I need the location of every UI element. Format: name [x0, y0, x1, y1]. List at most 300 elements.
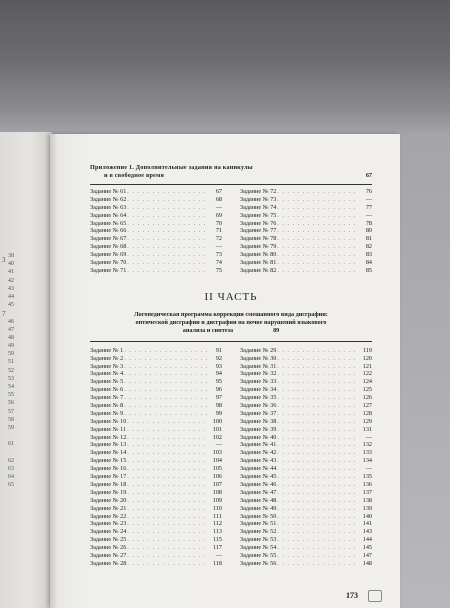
leader-dots [277, 363, 359, 371]
toc-entry-page: 113 [212, 528, 222, 536]
toc-entry-page: 127 [362, 402, 372, 410]
appendix-title-line1: Приложение 1. Дополнительные задания на каникулы [90, 164, 253, 171]
toc-entry-label: Задание № 61 [90, 188, 127, 195]
toc-entry-label: Задание № 8 [90, 402, 124, 410]
leader-dots [124, 347, 209, 355]
toc-entry [240, 251, 372, 259]
toc-entry-page: 80 [365, 227, 372, 235]
toc-entry [240, 259, 372, 267]
facing-page-number [0, 309, 14, 317]
toc-entry [240, 481, 372, 489]
toc-entry-label: Задание № 18 [90, 480, 127, 488]
facing-page-number [0, 432, 14, 440]
toc-entry-label: Задание № 17 [90, 473, 127, 481]
toc-entry [240, 497, 372, 505]
toc-entry-label: Задание № 42 [240, 449, 277, 457]
toc-entry-page: 68 [215, 195, 222, 203]
toc-entry-page: 140 [362, 512, 372, 520]
toc-entry-label: Задание № 33 [240, 378, 277, 386]
toc-entry-page: 101 [212, 425, 222, 433]
leader-dots [127, 188, 209, 196]
facing-page-number: 48 [8, 334, 14, 341]
toc-entry [240, 267, 372, 275]
toc-entry-label: Задание № 13 [90, 441, 127, 449]
leader-dots [124, 370, 209, 378]
toc-entry [240, 536, 372, 544]
toc-entry [240, 227, 372, 235]
facing-page-number: 58 [8, 416, 14, 423]
toc-entry-page: — [365, 465, 372, 473]
toc-entry [90, 355, 222, 363]
toc-entry-page: 75 [215, 266, 222, 274]
leader-dots [277, 394, 359, 402]
toc-entry-label: Задание № 72 [240, 188, 277, 195]
toc-entry-label: Задание № 10 [90, 417, 127, 425]
toc-entry-label: Задание № 23 [90, 520, 127, 528]
appendix-column-right [240, 188, 372, 275]
toc-entry-page: 85 [365, 266, 372, 274]
leader-dots [277, 227, 359, 235]
toc-entry-page: 67 [215, 188, 222, 195]
toc-entry [90, 402, 222, 410]
toc-entry-page: 110 [212, 504, 222, 512]
toc-entry-page: 103 [212, 449, 222, 457]
toc-entry [90, 449, 222, 457]
leader-dots [127, 552, 209, 560]
toc-entry-page: 69 [215, 211, 222, 219]
toc-entry-page: 92 [215, 354, 222, 362]
toc-entry [90, 204, 222, 212]
toc-entry-label: Задание № 45 [240, 473, 277, 481]
facing-page-number: 52 [8, 367, 14, 374]
toc-entry-label: Задание № 74 [240, 203, 277, 211]
toc-entry-label: Задание № 53 [240, 536, 277, 544]
toc-entry-page: 109 [212, 496, 222, 504]
toc-entry [240, 426, 372, 434]
toc-entry [90, 473, 222, 481]
toc-entry-label: Задание № 15 [90, 457, 127, 465]
leader-dots [127, 449, 209, 457]
leader-dots [127, 441, 209, 449]
leader-dots [277, 426, 359, 434]
toc-entry-page: 96 [215, 386, 222, 394]
toc-entry-page: 135 [362, 473, 372, 481]
toc-entry [240, 410, 372, 418]
toc-entry [90, 520, 222, 528]
leader-dots [277, 188, 359, 196]
divider [90, 184, 372, 185]
toc-entry [240, 552, 372, 560]
toc-entry [240, 465, 372, 473]
toc-entry [240, 520, 372, 528]
toc-entry-page: 125 [362, 386, 372, 394]
leader-dots [277, 434, 359, 442]
toc-entry-label: Задание № 32 [240, 370, 277, 378]
toc-entry [90, 441, 222, 449]
toc-entry-page: 73 [215, 251, 222, 259]
leader-dots [277, 243, 359, 251]
toc-entry [240, 449, 372, 457]
page-corner-icon [368, 590, 382, 602]
leader-dots [124, 402, 209, 410]
toc-entry [90, 212, 222, 220]
leader-dots [277, 267, 359, 275]
toc-entry [90, 418, 222, 426]
toc-entry-label: Задание № 62 [90, 195, 127, 203]
toc-entry-page: — [215, 441, 222, 449]
leader-dots [277, 235, 359, 243]
toc-entry-label: Задание № 46 [240, 480, 277, 488]
toc-entry-label: Задание № 29 [240, 346, 277, 354]
toc-entry [90, 426, 222, 434]
toc-entry-page: — [215, 203, 222, 211]
toc-entry-label: Задание № 65 [90, 219, 127, 227]
toc-entry-label: Задание № 12 [90, 433, 127, 441]
toc-entry [90, 434, 222, 442]
toc-entry-page: 78 [365, 219, 372, 227]
toc-entry-label: Задание № 34 [240, 386, 277, 394]
leader-dots [127, 528, 209, 536]
toc-entry [90, 378, 222, 386]
toc-entry-label: Задание № 28 [90, 559, 127, 567]
toc-entry-label: Задание № 41 [240, 441, 277, 449]
toc-entry-page: 136 [362, 480, 372, 488]
facing-page-number: 46 [8, 318, 14, 325]
leader-dots [127, 243, 209, 251]
toc-entry-page: 72 [215, 235, 222, 243]
leader-dots [277, 544, 359, 552]
leader-dots [277, 355, 359, 363]
toc-entry [240, 489, 372, 497]
toc-entry [240, 235, 372, 243]
toc-entry-page: 77 [365, 203, 372, 211]
toc-entry [90, 513, 222, 521]
leader-dots [127, 497, 209, 505]
facing-page [0, 132, 52, 608]
toc-entry-page: 97 [215, 394, 222, 402]
toc-entry-label: Задание № 73 [240, 195, 277, 203]
toc-entry-page: 82 [365, 243, 372, 251]
toc-entry-page: 71 [215, 227, 222, 235]
leader-dots [277, 259, 359, 267]
toc-entry-page: 121 [362, 362, 372, 370]
facing-page-number: 54 [8, 384, 14, 390]
facing-page-number: 47 [8, 326, 14, 333]
page-number: 173 [346, 591, 358, 600]
toc-entry-label: Задание № 38 [240, 417, 277, 425]
part2-entries [90, 347, 372, 568]
book-page [50, 134, 400, 608]
toc-entry-label: Задание № 31 [240, 362, 277, 370]
toc-entry [90, 394, 222, 402]
toc-entry-label: Задание № 3 [90, 362, 124, 370]
toc-entry-label: Задание № 78 [240, 235, 277, 243]
toc-entry [240, 528, 372, 536]
toc-entry [240, 243, 372, 251]
leader-dots [277, 457, 359, 465]
leader-dots [277, 473, 359, 481]
leader-dots [124, 363, 209, 371]
toc-entry [90, 235, 222, 243]
toc-entry-label: Задание № 81 [240, 259, 277, 267]
toc-entry [240, 544, 372, 552]
toc-entry-label: Задание № 52 [240, 528, 277, 536]
divider [90, 341, 372, 342]
toc-entry-label: Задание № 68 [90, 243, 127, 251]
toc-entry-label: Задание № 76 [240, 219, 277, 227]
toc-entry-page: 137 [362, 488, 372, 496]
leader-dots [124, 378, 209, 386]
leader-dots [127, 560, 209, 568]
toc-entry-page: 74 [215, 259, 222, 267]
toc-entry-label: Задание № 14 [90, 449, 127, 457]
leader-dots [127, 426, 209, 434]
leader-dots [277, 465, 359, 473]
facing-page-number: 40 [8, 261, 14, 268]
appendix-heading [90, 164, 372, 180]
leader-dots [277, 481, 359, 489]
toc-entry [90, 220, 222, 228]
toc-entry-label: Задание № 79 [240, 243, 277, 251]
toc-entry-page: 148 [362, 559, 372, 567]
leader-dots [127, 457, 209, 465]
facing-page-number: 49 [8, 343, 14, 350]
leader-dots [277, 212, 359, 220]
appendix-title-line2: и в свободное время [104, 172, 165, 179]
leader-dots [127, 204, 209, 212]
toc-entry-page: 122 [362, 370, 372, 378]
facing-page-number: 57 [8, 408, 14, 415]
facing-page-number: 61 [8, 441, 14, 448]
toc-entry [90, 497, 222, 505]
toc-entry [240, 434, 372, 442]
toc-entry [90, 489, 222, 497]
toc-entry-page: 83 [365, 251, 372, 259]
toc-entry [90, 481, 222, 489]
leader-dots [277, 402, 359, 410]
toc-entry [90, 347, 222, 355]
toc-entry-label: Задание № 24 [90, 528, 127, 536]
program-heading [90, 311, 372, 335]
toc-entry-page: 126 [362, 394, 372, 402]
toc-entry [240, 204, 372, 212]
leader-dots [124, 394, 209, 402]
program-line3: анализа и синтеза [182, 326, 234, 334]
toc-entry-page: 106 [212, 473, 222, 481]
toc-entry [240, 355, 372, 363]
leader-dots [127, 536, 209, 544]
toc-entry [90, 465, 222, 473]
toc-entry [90, 188, 222, 196]
leader-dots [277, 513, 359, 521]
leader-dots [277, 552, 359, 560]
toc-entry-page: 91 [215, 346, 222, 354]
leader-dots [127, 481, 209, 489]
leader-dots [127, 489, 209, 497]
facing-page-number: 50 [8, 351, 14, 358]
toc-entry-page: 124 [362, 378, 372, 386]
facing-page-number [0, 449, 14, 457]
toc-entry-page: 133 [362, 449, 372, 457]
toc-entry-label: Задание № 63 [90, 203, 127, 211]
toc-entry-label: Задание № 39 [240, 425, 277, 433]
toc-entry [90, 370, 222, 378]
facing-page-number: 41 [8, 269, 14, 276]
toc-entry-page: 119 [362, 346, 372, 354]
part2-column-right [240, 347, 372, 568]
leader-dots [277, 220, 359, 228]
toc-entry [240, 441, 372, 449]
toc-entry-label: Задание № 51 [240, 520, 277, 528]
leader-dots [127, 520, 209, 528]
toc-entry-label: Задание № 69 [90, 251, 127, 259]
leader-dots [277, 378, 359, 386]
leader-dots [277, 489, 359, 497]
toc-entry-label: Задание № 56 [240, 559, 277, 567]
toc-entry [240, 473, 372, 481]
toc-entry-page: 93 [215, 362, 222, 370]
toc-entry [90, 363, 222, 371]
toc-entry-page: 139 [362, 504, 372, 512]
toc-entry-label: Задание № 26 [90, 544, 127, 552]
leader-dots [277, 449, 359, 457]
toc-entry-page: — [365, 433, 372, 441]
toc-entry-page: — [365, 195, 372, 203]
toc-entry-label: Задание № 47 [240, 488, 277, 496]
toc-entry-label: Задание № 35 [240, 394, 277, 402]
toc-entry-page: 102 [212, 433, 222, 441]
toc-entry-page: 147 [362, 551, 372, 559]
toc-entry [240, 196, 372, 204]
facing-page-fragment: 3 [2, 256, 6, 264]
toc-entry-page: 115 [212, 536, 222, 544]
leader-dots [277, 204, 359, 212]
toc-entry-label: Задание № 55 [240, 551, 277, 559]
toc-entry [240, 402, 372, 410]
part2-column-left [90, 347, 222, 568]
toc-entry-label: Задание № 1 [90, 346, 124, 354]
leader-dots [277, 441, 359, 449]
toc-entry-page: 104 [212, 457, 222, 465]
toc-entry [90, 251, 222, 259]
toc-entry-page: 141 [362, 520, 372, 528]
leader-dots [127, 544, 209, 552]
toc-entry-page: 118 [212, 559, 222, 567]
facing-page-fragment: 7 [2, 310, 6, 318]
facing-page-number: 59 [8, 424, 14, 431]
toc-entry [240, 513, 372, 521]
toc-entry [90, 410, 222, 418]
toc-entry-page: — [365, 211, 372, 219]
toc-entry-page: 111 [213, 512, 222, 520]
program-page: 89 [273, 326, 280, 334]
toc-entry [90, 196, 222, 204]
toc-entry-page: 120 [362, 354, 372, 362]
toc-entry-label: Задание № 67 [90, 235, 127, 243]
toc-entry-page: 117 [212, 544, 222, 552]
toc-entry-page: 84 [365, 259, 372, 267]
toc-entry-page: 134 [362, 457, 372, 465]
leader-dots [277, 497, 359, 505]
toc-entry-page: 144 [362, 536, 372, 544]
leader-dots [127, 434, 209, 442]
toc-entry-label: Задание № 70 [90, 259, 127, 267]
toc-entry-label: Задание № 48 [240, 496, 277, 504]
facing-page-number: 64 [8, 474, 14, 481]
leader-dots [277, 418, 359, 426]
leader-dots [127, 259, 209, 267]
toc-entry-label: Задание № 16 [90, 465, 127, 473]
toc-entry-label: Задание № 5 [90, 378, 124, 386]
toc-entry [240, 505, 372, 513]
leader-dots [127, 196, 209, 204]
leader-dots [277, 347, 359, 355]
toc-entry [240, 418, 372, 426]
toc-entry [240, 370, 372, 378]
toc-entry-label: Задание № 7 [90, 394, 124, 402]
toc-entry [240, 212, 372, 220]
part-title: II ЧАСТЬ [204, 290, 258, 303]
appendix-column-left [90, 188, 222, 275]
toc-entry [90, 243, 222, 251]
leader-dots [277, 528, 359, 536]
leader-dots [127, 418, 209, 426]
toc-entry-label: Задание № 75 [240, 211, 277, 219]
toc-entry [90, 528, 222, 536]
toc-entry [240, 378, 372, 386]
toc-entry-page: 129 [362, 417, 372, 425]
toc-entry-label: Задание № 50 [240, 512, 277, 520]
toc-entry-label: Задание № 37 [240, 409, 277, 417]
toc-entry [90, 457, 222, 465]
facing-page-numbers [0, 252, 14, 489]
facing-page-number: 65 [8, 482, 14, 489]
toc-entry-label: Задание № 9 [90, 409, 124, 417]
toc-entry [90, 227, 222, 235]
toc-entry-page: 81 [365, 235, 372, 243]
leader-dots [127, 212, 209, 220]
leader-dots [127, 505, 209, 513]
toc-entry [240, 363, 372, 371]
toc-entry-label: Задание № 22 [90, 512, 127, 520]
toc-entry-label: Задание № 4 [90, 370, 124, 378]
leader-dots [277, 251, 359, 259]
toc-entry-label: Задание № 36 [240, 402, 277, 410]
toc-entry-label: Задание № 77 [240, 227, 277, 235]
toc-entry [240, 457, 372, 465]
toc-entry [90, 505, 222, 513]
toc-entry [240, 394, 372, 402]
leader-dots [277, 370, 359, 378]
facing-page-number: 63 [8, 465, 14, 472]
toc-entry [240, 386, 372, 394]
leader-dots [277, 536, 359, 544]
toc-entry-label: Задание № 11 [90, 425, 127, 433]
toc-entry-label: Задание № 2 [90, 354, 124, 362]
facing-page-number: 56 [8, 400, 14, 407]
toc-entry-label: Задание № 21 [90, 504, 127, 512]
leader-dots [124, 355, 209, 363]
toc-entry-page: 76 [365, 188, 372, 195]
toc-entry-page: 138 [362, 496, 372, 504]
facing-page-number: 44 [8, 293, 14, 300]
toc-entry [90, 552, 222, 560]
facing-page-number: 62 [8, 457, 14, 464]
leader-dots [277, 560, 359, 568]
toc-entry-label: Задание № 54 [240, 544, 277, 552]
toc-entry-label: Задание № 25 [90, 536, 127, 544]
leader-dots [277, 196, 359, 204]
